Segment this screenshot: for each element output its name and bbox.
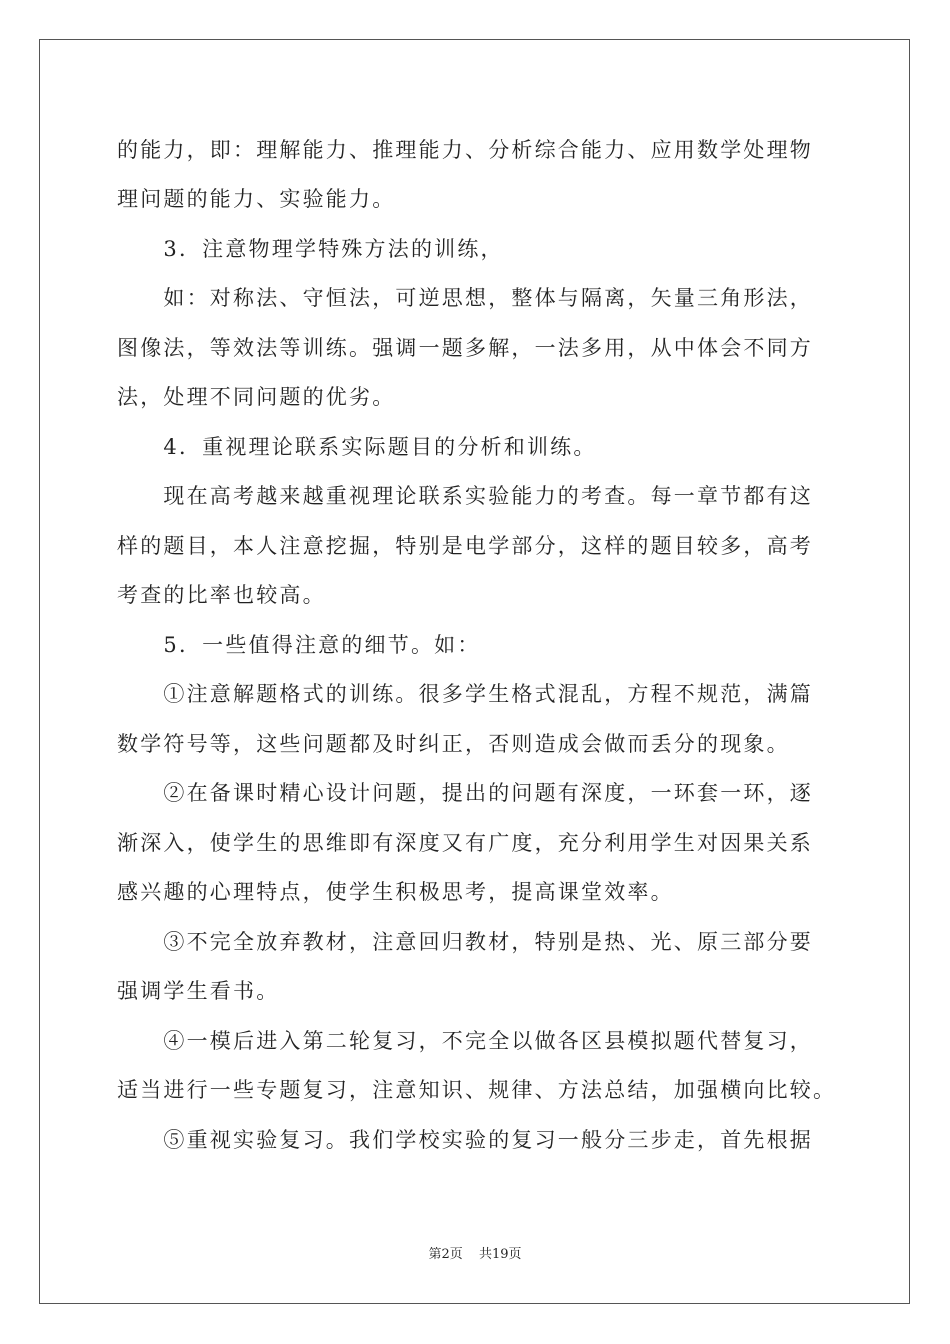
page-footer bbox=[0, 1246, 950, 1264]
text-line: 感兴趣的心理特点，使学生积极思考，提高课堂效率。 bbox=[117, 880, 674, 904]
text-line: 图像法，等效法等训练。强调一题多解，一法多用，从中体会不同方 bbox=[117, 336, 813, 360]
text-line: ④一模后进入第二轮复习，不完全以做各区县模拟题代替复习， bbox=[117, 1029, 813, 1053]
text-line: ③不完全放弃教材，注意回归教材，特别是热、光、原三部分要 bbox=[117, 930, 813, 954]
text-line: 渐深入，使学生的思维即有深度又有广度，充分利用学生对因果关系 bbox=[117, 831, 813, 855]
text-line: 考查的比率也较高。 bbox=[117, 583, 326, 607]
text-line: 法，处理不同问题的优劣。 bbox=[117, 385, 396, 409]
text-line: 3．注意物理学特殊方法的训练， bbox=[117, 237, 504, 261]
page-border bbox=[39, 39, 910, 1304]
text-line: 5．一些值得注意的细节。如： bbox=[117, 633, 481, 657]
text-line: ①注意解题格式的训练。很多学生格式混乱，方程不规范，满篇 bbox=[117, 682, 813, 706]
text-line: ②在备课时精心设计问题，提出的问题有深度，一环套一环，逐 bbox=[117, 781, 813, 805]
text-line: 强调学生看书。 bbox=[117, 979, 280, 1003]
text-line: 样的题目，本人注意挖掘，特别是电学部分，这样的题目较多，高考 bbox=[117, 534, 813, 558]
text-line: ⑤重视实验复习。我们学校实验的复习一般分三步走，首先根据 bbox=[117, 1128, 813, 1152]
text-line: 4．重视理论联系实际题目的分析和训练。 bbox=[117, 435, 597, 459]
page-total: 共19页 bbox=[478, 1247, 522, 1262]
text-line: 理问题的能力、实验能力。 bbox=[117, 187, 396, 211]
text-line: 现在高考越来越重视理论联系实验能力的考查。每一章节都有这 bbox=[117, 484, 813, 508]
text-line: 数学符号等，这些问题都及时纠正，否则造成会做而丢分的现象。 bbox=[117, 732, 790, 756]
text-line: 的能力，即：理解能力、推理能力、分析综合能力、应用数学处理物 bbox=[117, 138, 813, 162]
page-number: 第2页 bbox=[428, 1247, 463, 1262]
text-line: 如：对称法、守恒法，可逆思想，整体与隔离，矢量三角形法， bbox=[117, 286, 813, 310]
text-line: 适当进行一些专题复习，注意知识、规律、方法总结，加强横向比较。 bbox=[117, 1078, 837, 1102]
